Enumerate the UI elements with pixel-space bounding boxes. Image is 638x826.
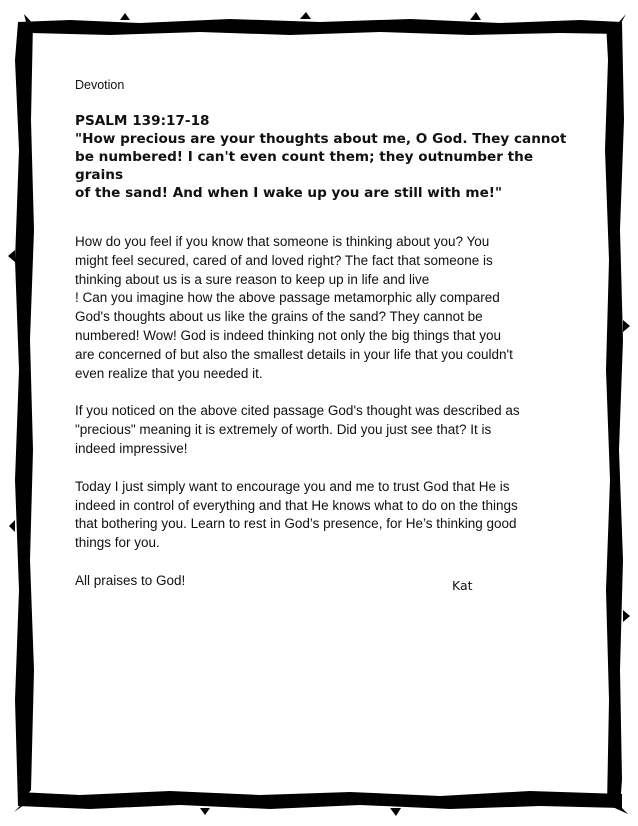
verse-line: "How precious are your thoughts about me, O God. They cannot <box>75 131 567 147</box>
closing-line: All praises to God! <box>75 572 186 588</box>
scripture-block <box>75 112 575 202</box>
document-label: Devotion <box>75 78 125 92</box>
scripture-reference: PSALM 139:17-18 <box>75 113 210 129</box>
body-paragraph: How do you feel if you know that someone is thinking about you? You might feel secured, cared of and loved right? The fact that someone is thinking about us is a sure reason to keep up in life and live ! Can you imagine how the above passage metamorphic ally compared God's thoughts about us like the grains of the sand? They cannot be numbered! Wow! God is indeed thinking not only the big things that you are concerned of but also the smallest details in your life that you couldn't even realize that you needed it. <box>75 234 513 381</box>
document-body <box>75 78 575 591</box>
verse-line: of the sand! And when I wake up you are still with me!" <box>75 185 503 201</box>
body-paragraph: If you noticed on the above cited passage God's thought was described as "precious" meaning it is extremely of worth. Did you just see that? It is indeed impressive! <box>75 403 520 456</box>
author-signature: Kat <box>452 578 473 593</box>
body-paragraph: Today I just simply want to encourage you and me to trust God that He is indeed in control of everything and that He knows what to do on the things that bothering you. Learn to rest in God’s presence, for He’s thinking good things for you. <box>75 478 518 551</box>
verse-line: be numbered! I can't even count them; they outnumber the grains <box>75 149 534 183</box>
